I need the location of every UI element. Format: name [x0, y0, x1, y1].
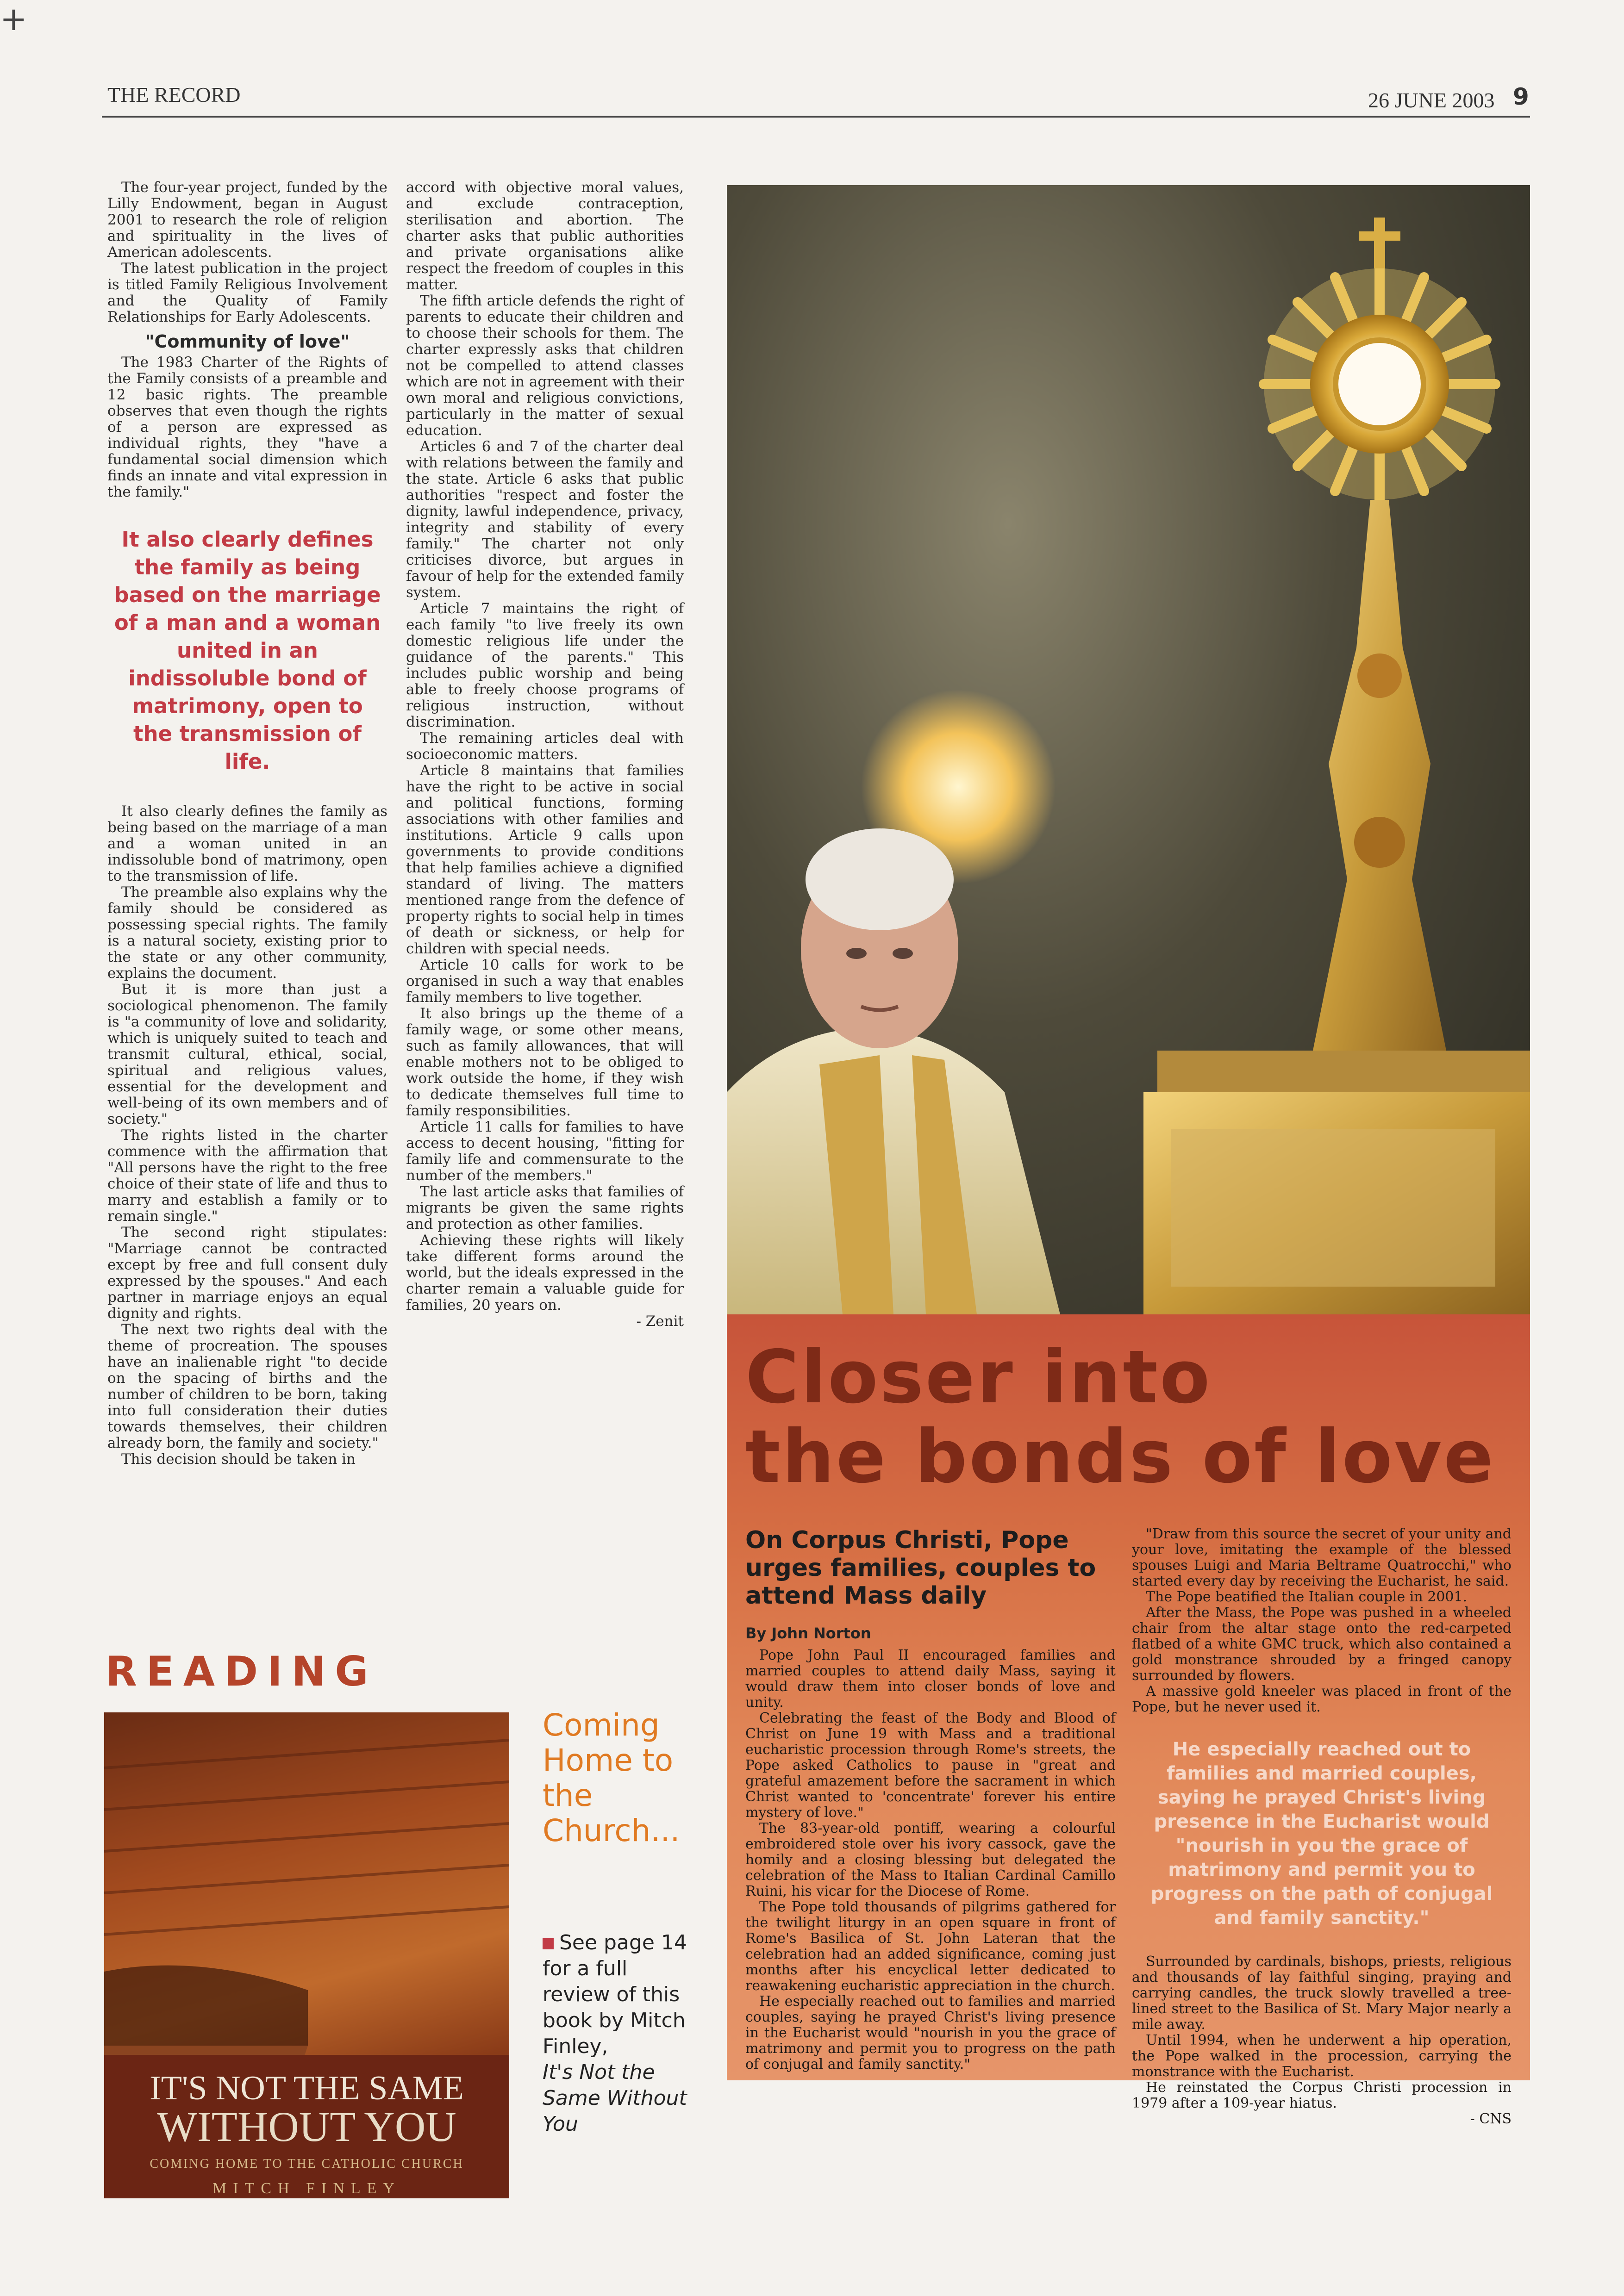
- paragraph: The next two rights deal with the theme of procreation. The spouses have an inalienable right "to decide on the spacing of births and the number of children to be born, taking into full consideration their duties towards themselves, their children already born, the family and society.": [107, 1321, 387, 1451]
- paragraph: Article 7 maintains the right of each family "to live freely its own domestic religious life under the guidance of the parents." This includes public worship and being able to freely choose programs of religious instruction, without discrimination.: [406, 600, 684, 730]
- paragraph: "Draw from this source the secret of your unity and your love, imitating the example of the blessed spouses Luigi and Maria Beltrame Quatrocchi," who started every day by receiving the Eucharist, he said.: [1132, 1526, 1512, 1589]
- feature-pull-quote: He especially reached out to families and married couples, saying he prayed Christ's living presence in the Eucharist would "nourish in you the grace of matrimony and permit you to progress on the path of conjugal and family sanctity.": [1150, 1739, 1493, 1929]
- paragraph: The four-year project, funded by the Lilly Endowment, began in August 2001 to research the role of religion and spirituality in the lives of American adolescents.: [107, 179, 387, 261]
- column-2: [406, 180, 684, 1330]
- book-title-line1: IT'S NOT THE SAME: [150, 2069, 464, 2107]
- feature-column-left: [745, 1648, 1116, 2072]
- paragraph: Articles 6 and 7 of the charter deal with relations between the family and the state. Article 6 asks that public authorities "respect and foster the dignity, lawful independence, privacy, integrity and stability of every family." The charter not only criticises divorce, but argues in favour of help for the extended family system.: [406, 438, 684, 601]
- paragraph: Until 1994, when he underwent a hip operation, the Pope walked in the procession, carrying the monstrance with the Eucharist.: [1132, 2032, 1512, 2080]
- paragraph: Article 8 maintains that families have the right to be active in social and political functions, forming associations with other families and institutions. Article 9 calls upon governments to provide conditions that help families achieve a dignified standard of living. The matters mentioned range from the defence of property rights to social help in times of death or sickness, or help for children with special needs.: [406, 762, 684, 957]
- paragraph: He reinstated the Corpus Christi procession in 1979 after a 109-year hiatus.: [1132, 2079, 1512, 2111]
- paragraph: The preamble also explains why the family should be considered as possessing special rights. The family is a natural society, existing prior to the state or any other community, explains the document.: [107, 884, 387, 982]
- book-title-line2: WITHOUT YOU: [157, 2103, 456, 2150]
- paragraph: The latest publication in the project is titled Family Religious Involvement and the Quality of Family Relationships for Early Adolescents.: [107, 260, 387, 325]
- book-author: MITCH FINLEY: [212, 2180, 401, 2197]
- paragraph: The 83-year-old pontiff, wearing a colourful embroidered stole over his ivory cassock, gave the homily and a closing blessing but delegated the celebration of the Mass to Italian Cardinal Camillo Ruini, his vicar for the Diocese of Rome.: [745, 1820, 1116, 1899]
- photo-illustration: [727, 185, 1530, 1314]
- book-subtitle: COMING HOME TO THE CATHOLIC CHURCH: [150, 2157, 464, 2171]
- feature-column-right: [1132, 1526, 1512, 2127]
- pope-monstrance-photo: [727, 185, 1530, 1314]
- issue-date: 26 JUNE 2003: [1368, 88, 1495, 112]
- paragraph: The remaining articles deal with socioeconomic matters.: [406, 730, 684, 763]
- see-page-note: [543, 1930, 695, 2137]
- paragraph: Achieving these rights will likely take different forms around the world, but the ideals expressed in the charter remain a valuable guide for families, 20 years on.: [406, 1232, 684, 1313]
- paragraph: The Pope told thousands of pilgrims gathered for the twilight liturgy in an open square in front of Rome's Basilica of St. John Lateran that the celebration had an added significance, coming just months after his encyclical letter dedicated to reawakening eucharistic appreciation in the church.: [745, 1899, 1116, 1994]
- paragraph: The fifth article defends the right of parents to educate their children and to choose their schools for them. The charter expressly asks that children not be compelled to attend classes which are not in agreement with their own moral and religious convictions, particularly in the matter of sexual education.: [406, 292, 684, 439]
- paragraph: But it is more than just a sociological phenomenon. The family is "a community of love and solidarity, which is uniquely suited to teach and transmit cultural, ethical, social, spiritual and religious values, essential for the development and well-being of its own members and of society.": [107, 981, 387, 1127]
- feature-credit: - CNS: [1470, 2111, 1512, 2127]
- book-title-reference: It's Not the Same Without You: [543, 2060, 687, 2136]
- paragraph: The last article asks that families of migrants be given the same rights and protection as other families.: [406, 1183, 684, 1232]
- book-cover: [104, 1712, 509, 2198]
- paragraph: accord with objective moral values, and exclude contraception, sterilisation and abortion. The charter asks that public authorities and private organisations alike respect the freedom of couples in this matter.: [406, 179, 684, 293]
- paragraph: Pope John Paul II encouraged families and married couples to attend daily Mass, saying it would draw them into closer bonds of love and unity.: [745, 1647, 1116, 1711]
- feature-headline-line2: the bonds of love: [745, 1414, 1495, 1500]
- paragraph: It also brings up the theme of a family wage, or some other means, such as family allowances, that will enable mothers not to be obliged to work outside the home, if they wish to dedicate themselves full time to family responsibilities.: [406, 1005, 684, 1119]
- feature-byline: By John Norton: [745, 1624, 871, 1642]
- header-rule: [102, 116, 1530, 118]
- paragraph: Article 10 calls for work to be organised in such a way that enables family members to live together.: [406, 957, 684, 1006]
- feature-subhead: On Corpus Christi, Pope urges families, couples to attend Mass daily: [745, 1526, 1096, 1610]
- feature-headline-line1: Closer into: [745, 1335, 1212, 1420]
- paragraph: Surrounded by cardinals, bishops, priests, religious and thousands of lay faithful singing, praying and carrying candles, the truck slowly travelled a tree-lined street to the Basilica of St. Mary Major nearly a mile away.: [1132, 1954, 1512, 2033]
- see-page-text: See page 14 for a full review of this book by Mitch Finley,: [543, 1931, 687, 2058]
- column-1: [107, 180, 387, 1468]
- paragraph: Celebrating the feast of the Body and Blood of Christ on June 19 with Mass and a traditional eucharistic procession through Rome's streets, the Pope asked Catholics to pause in "great and grateful amazement before the sacrament in which Christ wanted to 'concentrate' forever his entire mystery of love.": [745, 1710, 1116, 1821]
- reading-label: READING: [106, 1648, 378, 1695]
- subheading: "Community of love": [145, 331, 350, 352]
- paragraph: The Pope beatified the Italian couple in 2001.: [1146, 1589, 1468, 1605]
- bullet-square-icon: [543, 1938, 554, 1949]
- paragraph: It also clearly defines the family as being based on the marriage of a man and a woman united in an indissoluble bond of matrimony, open to the transmission of life.: [107, 803, 387, 884]
- paragraph: Article 11 calls for families to have access to decent housing, "fitting for family life and commensurate to the number of the members.": [406, 1119, 684, 1184]
- paragraph: A massive gold kneeler was placed in front of the Pope, but he never used it.: [1132, 1683, 1512, 1715]
- paragraph: He especially reached out to families and married couples, saying he prayed Christ's living presence in the Eucharist would "nourish in you the grace of matrimony and permit you to progress on the path of conjugal and family sanctity.": [745, 1993, 1116, 2072]
- coming-home-caption: Coming Home to the Church...: [543, 1707, 680, 1848]
- paragraph: The 1983 Charter of the Rights of the Family consists of a preamble and 12 basic rights. The preamble observes that even though the rights of a person are expressed as individual rights, they "have a fundamental social dimension which finds an innate and vital expression in the family.": [107, 354, 387, 500]
- crop-mark: +: [0, 0, 27, 38]
- paragraph: The second right stipulates: "Marriage cannot be contracted except by free and full consent duly expressed by the spouses." And each partner in marriage enjoys an equal dignity and rights.: [107, 1224, 387, 1322]
- article-credit: - Zenit: [636, 1313, 684, 1330]
- paragraph: The rights listed in the charter commence with the affirmation that "All persons have the right to the free choice of their state of life and thus to marry and establish a family or to remain single.": [107, 1127, 387, 1225]
- paragraph: This decision should be taken in: [121, 1451, 356, 1468]
- pull-quote: It also clearly defines the family as being based on the marriage of a man and a woman united in an indissoluble bond of matrimony, open to the transmission of life.: [114, 527, 381, 774]
- publication-name: THE RECORD: [107, 83, 241, 106]
- page-number: 9: [1513, 83, 1529, 110]
- paragraph: After the Mass, the Pope was pushed in a wheeled chair from the altar stage onto the red-carpeted flatbed of a white GMC truck, which also contained a gold monstrance shrouded by a fringed canopy surrounded by flowers.: [1132, 1605, 1512, 1684]
